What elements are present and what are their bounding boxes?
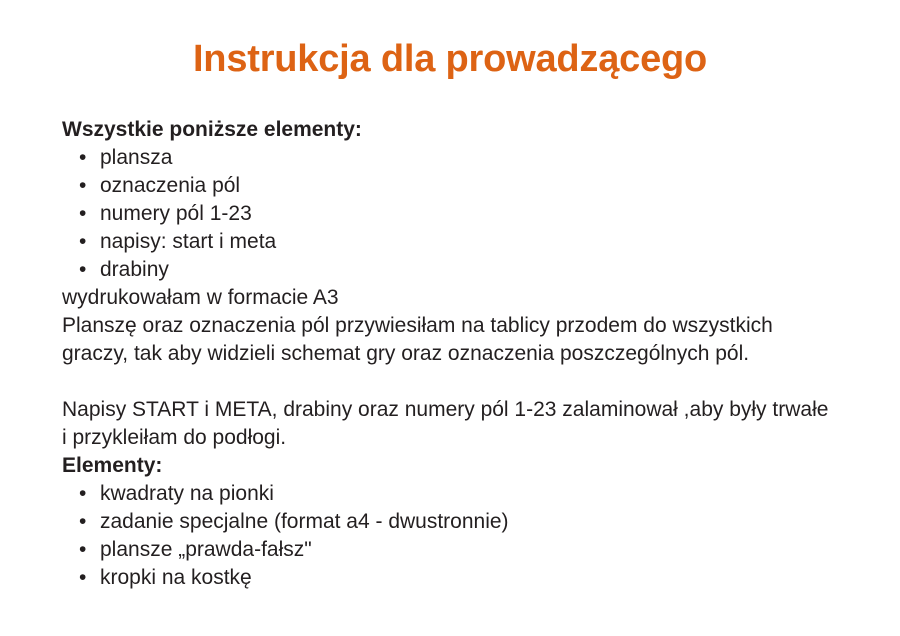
list-item xyxy=(62,172,862,200)
bullet-icon: • xyxy=(79,566,87,589)
body-line: Napisy START i META, drabiny oraz numery pól 1-23 zalaminował ,aby były trwałe xyxy=(62,398,829,421)
list-item xyxy=(62,536,862,564)
list-item xyxy=(62,480,862,508)
bullet-icon: • xyxy=(79,146,87,169)
spacer-line xyxy=(62,368,862,396)
slide-body xyxy=(62,116,862,592)
bullet-icon: • xyxy=(79,174,87,197)
body-line: i przykleiłam do podłogi. xyxy=(62,426,287,449)
list-item-label: plansza xyxy=(100,146,173,169)
list-item-label: plansze „prawda-fałsz" xyxy=(100,538,312,561)
body-line: graczy, tak aby widzieli schemat gry oraz oznaczenia poszczególnych pól. xyxy=(62,342,750,365)
list-item-label: kropki na kostkę xyxy=(100,566,252,589)
list-item xyxy=(62,228,862,256)
bullet-icon: • xyxy=(79,258,87,281)
list-item xyxy=(62,508,862,536)
section-heading: Elementy: xyxy=(62,454,163,477)
list-item-label: zadanie specjalne (format a4 - dwustronnie) xyxy=(100,510,509,533)
list-item-label: kwadraty na pionki xyxy=(100,482,274,505)
bullet-icon: • xyxy=(79,510,87,533)
bullet-icon: • xyxy=(79,202,87,225)
list-item xyxy=(62,564,862,592)
body-line: Planszę oraz oznaczenia pól przywiesiłam na tablicy przodem do wszystkich xyxy=(62,314,773,337)
list-item xyxy=(62,200,862,228)
list-item xyxy=(62,256,862,284)
list-item xyxy=(62,144,862,172)
bullet-icon: • xyxy=(79,482,87,505)
list-item-label: drabiny xyxy=(100,258,169,281)
list-item-label: napisy: start i meta xyxy=(100,230,277,253)
section-heading: Wszystkie poniższe elementy: xyxy=(62,118,362,141)
page-title: Instrukcja dla prowadzącego xyxy=(192,38,708,80)
list-item-label: numery pól 1-23 xyxy=(100,202,252,225)
bullet-icon: • xyxy=(79,538,87,561)
list-item-label: oznaczenia pól xyxy=(100,174,241,197)
bullet-icon: • xyxy=(79,230,87,253)
body-line: wydrukowałam w formacie A3 xyxy=(62,286,339,309)
